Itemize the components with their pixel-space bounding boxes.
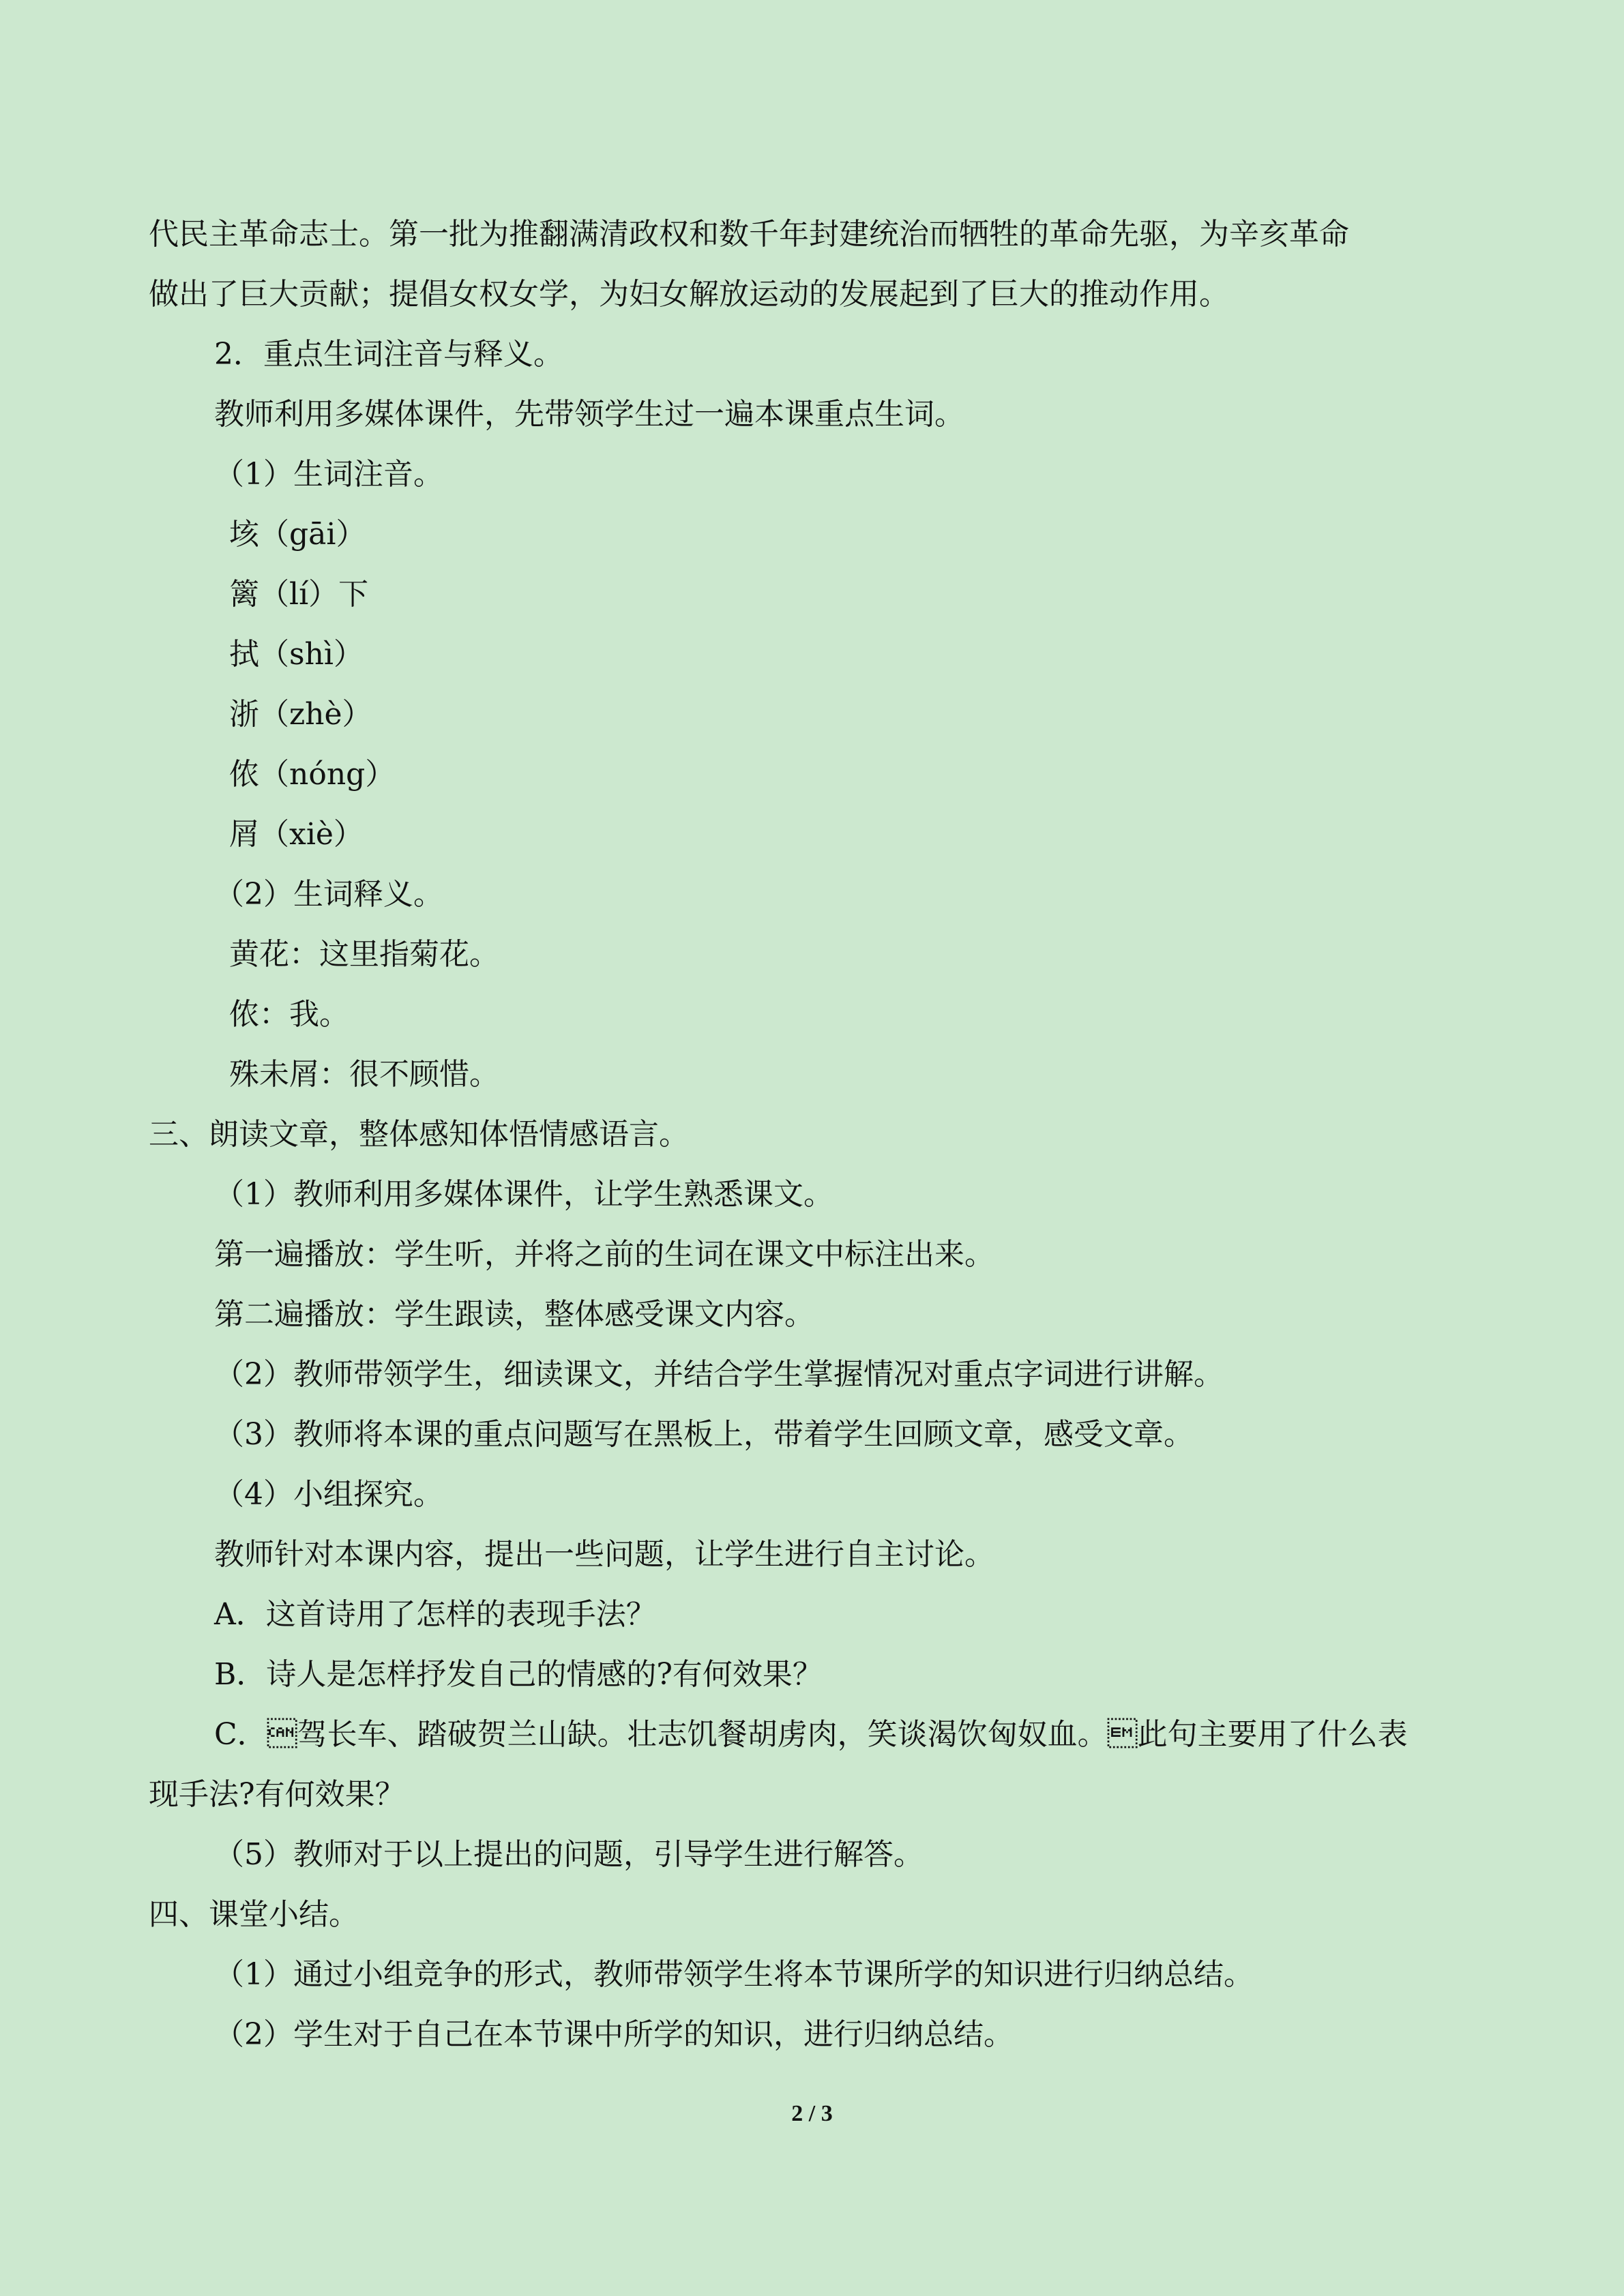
paragraph-line: 第二遍播放：学生跟读，整体感受课文内容。	[214, 1297, 814, 1332]
question-item: 现手法?有何效果？	[149, 1777, 405, 1812]
paragraph-line: （1）教师利用多媒体课件，让学生熟悉课文。	[214, 1177, 833, 1212]
vocab-pinyin: 浙（zhè）	[229, 697, 372, 732]
question-item: A．这首诗用了怎样的表现手法？	[214, 1597, 656, 1632]
vocab-pinyin: 侬（nóng）	[229, 757, 396, 792]
vocab-definition: 侬：我。	[229, 997, 349, 1032]
paragraph-line: 代民主革命志士。第一批为推翻满清政权和数千年封建统治而牺牲的革命先驱，为辛亥革命	[149, 217, 1349, 252]
vocab-pinyin: 拭（shì）	[229, 637, 364, 672]
question-item: B．诗人是怎样抒发自己的情感的?有何效果？	[214, 1657, 823, 1692]
question-item: C．驾长车、踏破贺兰山缺。壮志饥餐胡虏肉，笑谈渴饮匈奴血。此句主要用了什么表	[214, 1717, 1408, 1752]
section-heading: 四、课堂小结。	[149, 1897, 359, 1932]
paragraph-line: （2）教师带领学生，细读课文，并结合学生掌握情况对重点字词进行讲解。	[214, 1357, 1224, 1392]
subsection-heading: （2）生词释义。	[214, 877, 443, 912]
paragraph-line: （5）教师对于以上提出的问题，引导学生进行解答。	[214, 1837, 924, 1872]
paragraph-line: 教师利用多媒体课件，先带领学生过一遍本课重点生词。	[214, 397, 964, 432]
paragraph-line: （3）教师将本课的重点问题写在黑板上，带着学生回顾文章，感受文章。	[214, 1417, 1194, 1452]
paragraph-line: （4）小组探究。	[214, 1477, 443, 1512]
vocab-definition: 殊未屑：很不顾惜。	[229, 1057, 499, 1092]
page-number: 2 / 3	[791, 2101, 833, 2126]
vocab-pinyin: 篱（lí）下	[229, 577, 369, 612]
vocab-pinyin: 屑（xiè）	[229, 817, 364, 852]
subsection-heading: （1）生词注音。	[214, 457, 443, 492]
vocab-pinyin: 垓（gāi）	[229, 517, 366, 552]
paragraph-line: 教师针对本课内容，提出一些问题，让学生进行自主讨论。	[214, 1537, 994, 1572]
paragraph-line: （2）学生对于自己在本节课中所学的知识，进行归纳总结。	[214, 2017, 1014, 2052]
section-heading: 2．重点生词注音与释义。	[214, 337, 563, 372]
paragraph-line: 做出了巨大贡献；提倡女权女学，为妇女解放运动的发展起到了巨大的推动作用。	[149, 277, 1229, 312]
section-heading: 三、朗读文章，整体感知体悟情感语言。	[149, 1117, 689, 1152]
paragraph-line: （1）通过小组竞争的形式，教师带领学生将本节课所学的知识进行归纳总结。	[214, 1957, 1254, 1992]
vocab-definition: 黄花：这里指菊花。	[229, 937, 499, 972]
paragraph-line: 第一遍播放：学生听，并将之前的生词在课文中标注出来。	[214, 1237, 994, 1272]
